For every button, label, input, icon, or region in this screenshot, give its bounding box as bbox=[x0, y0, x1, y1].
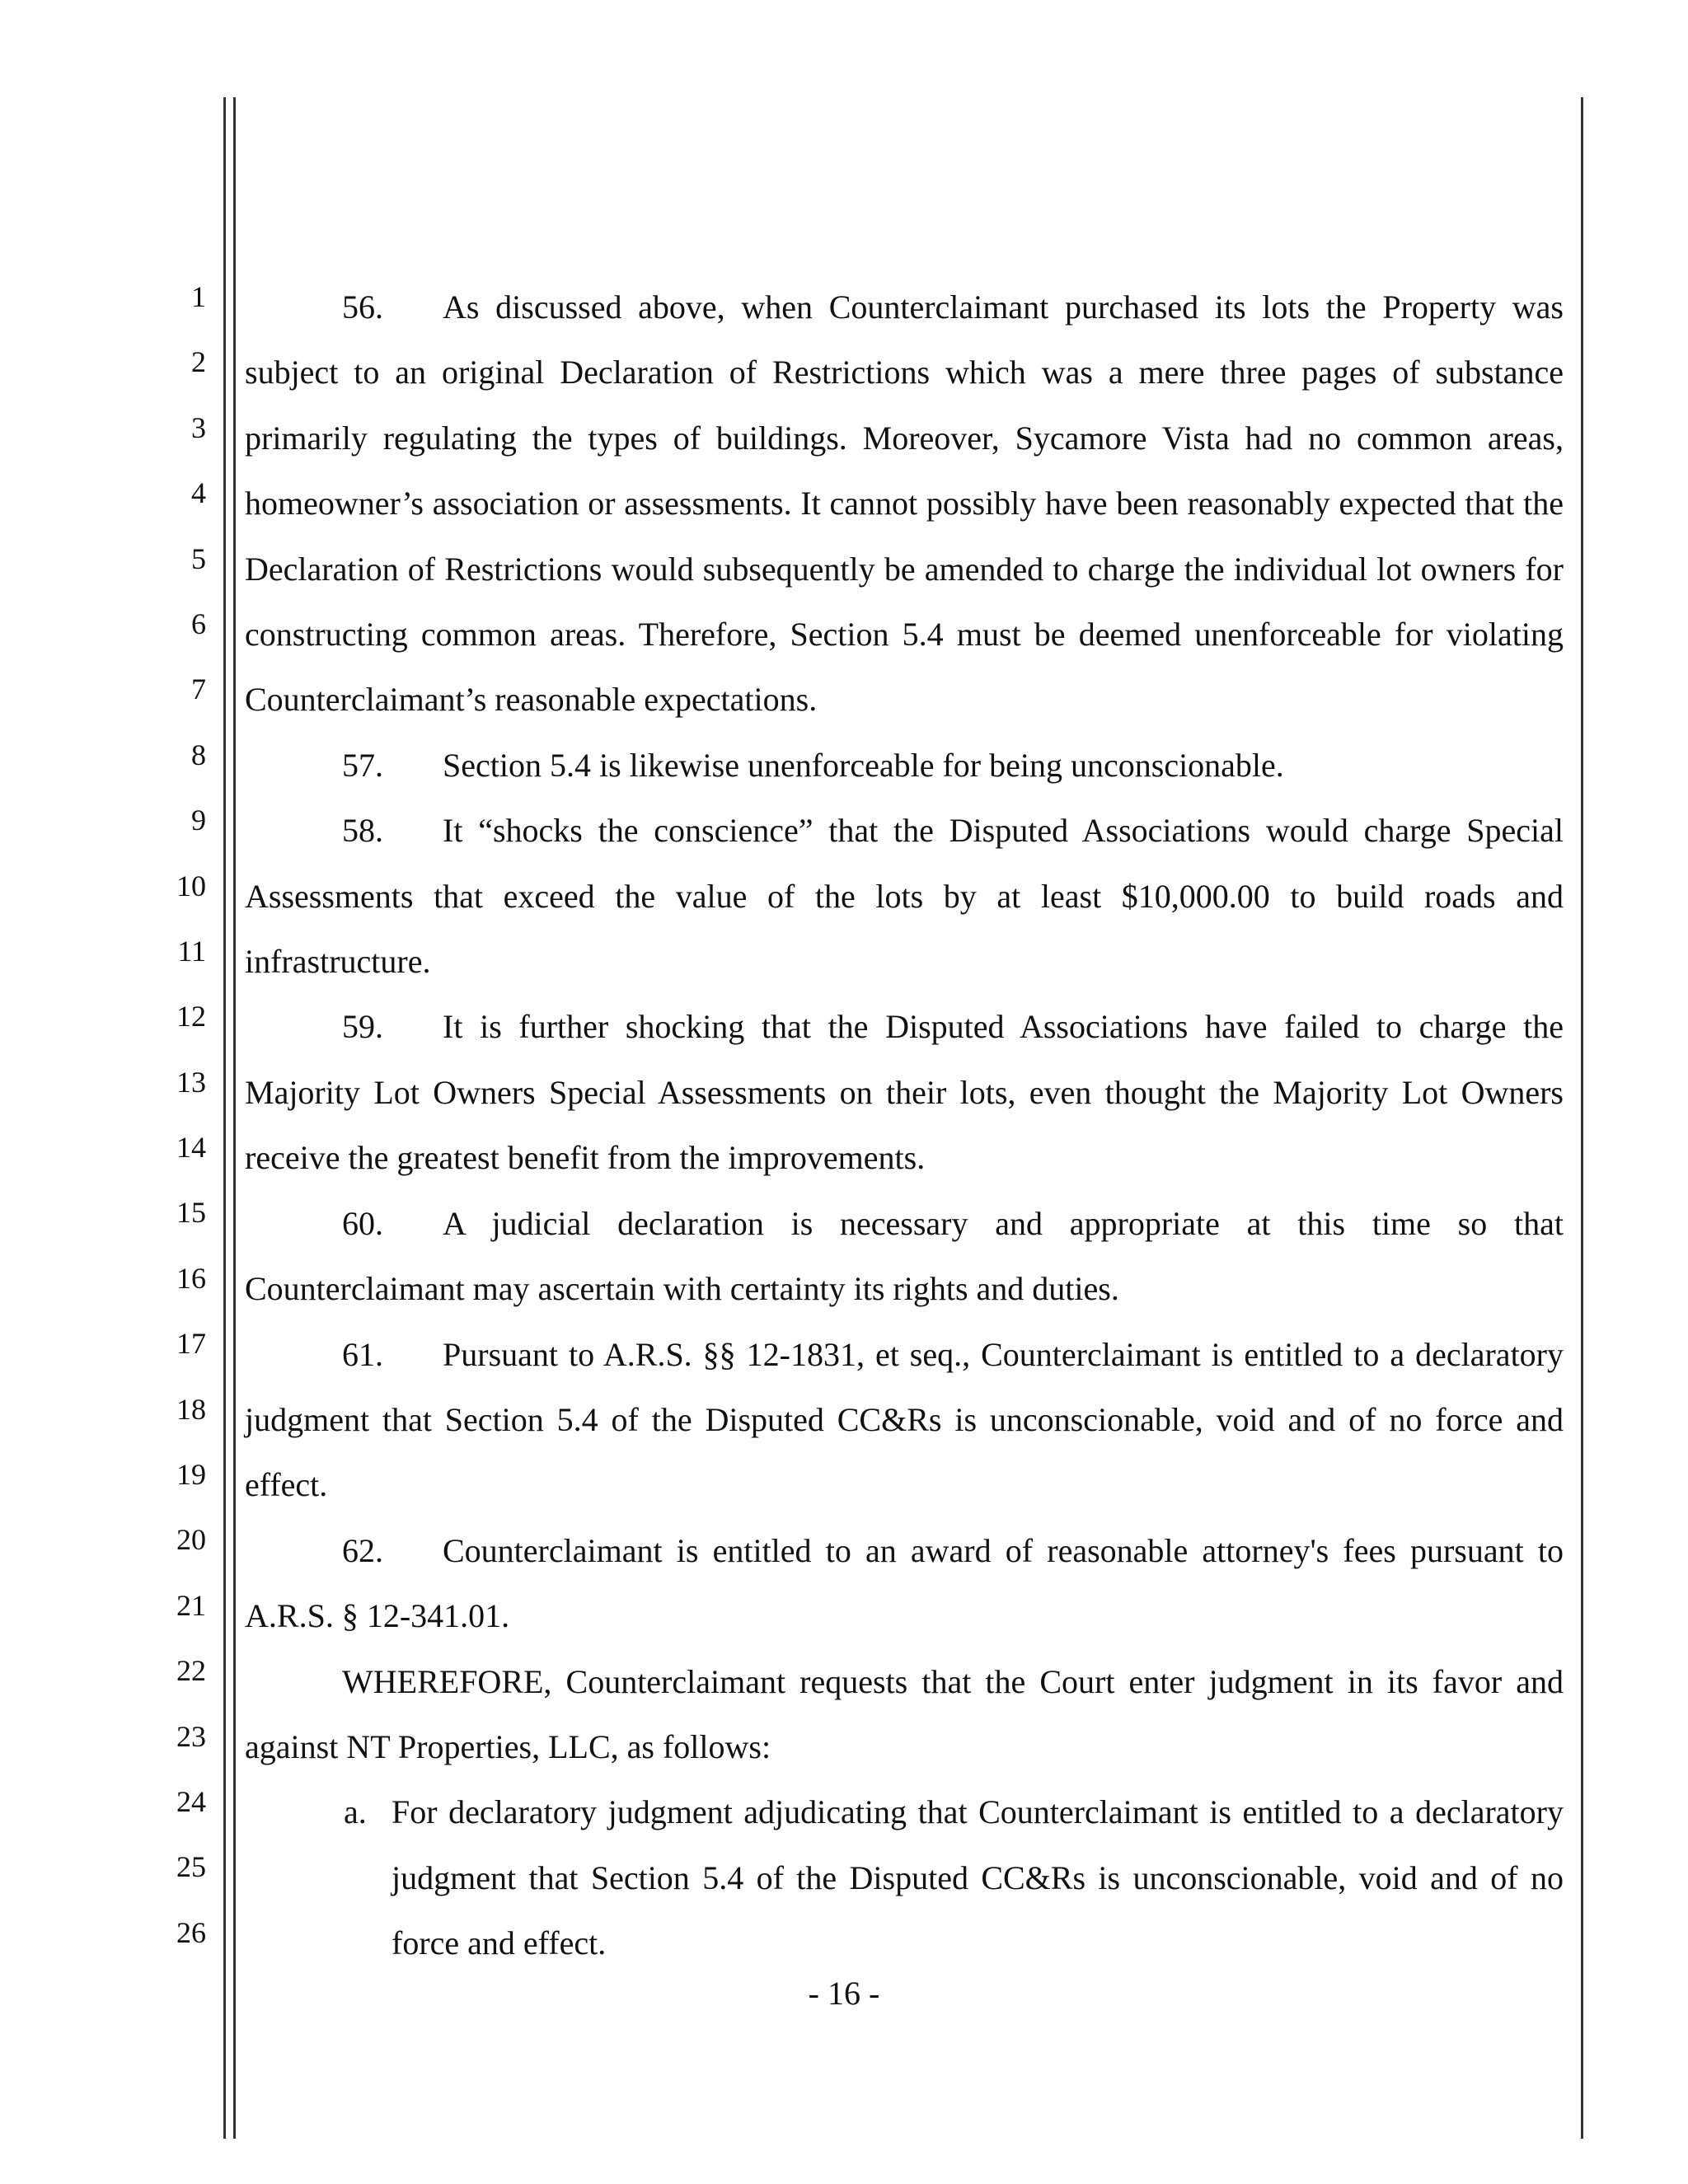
line-number: 25 bbox=[176, 1850, 206, 1884]
line-number: 13 bbox=[176, 1065, 206, 1099]
paragraph-58 bbox=[245, 798, 1564, 994]
paragraph-number: 60. bbox=[342, 1204, 383, 1242]
paragraph-57 bbox=[245, 733, 1564, 798]
relief-item-text: For declaratory judgment adjudicating that Counterclaimant is entitled to a declaratory judgment that Section 5.4 of the Disputed CC&Rs is unconscionable, void and of no force and effect. bbox=[392, 1793, 1564, 1962]
line-number: 24 bbox=[176, 1784, 206, 1818]
paragraph-number: 62. bbox=[342, 1531, 383, 1569]
paragraph-number: 58. bbox=[342, 812, 383, 850]
line-number: 4 bbox=[191, 476, 206, 510]
line-number: 20 bbox=[176, 1523, 206, 1557]
paragraph-59 bbox=[245, 994, 1564, 1190]
line-number: 2 bbox=[191, 345, 206, 379]
line-number: 14 bbox=[176, 1131, 206, 1165]
line-number: 3 bbox=[191, 410, 206, 444]
line-number: 26 bbox=[176, 1915, 206, 1949]
line-number: 12 bbox=[176, 1000, 206, 1033]
wherefore-clause: WHEREFORE, Counterclaimant requests that the Court enter judgment in its favor and against NT Properties, LLC, as follows: bbox=[245, 1662, 1564, 1765]
line-number: 8 bbox=[191, 738, 206, 771]
line-number: 22 bbox=[176, 1654, 206, 1688]
line-number: 7 bbox=[191, 673, 206, 706]
paragraph-text: As discussed above, when Counterclaimant purchased its lots the Property was subject to an original Declaration of Restrictions which was a mere three pages of substance primarily regulating the types of buildings. Moreover, Sycamore Vista had no common areas, homeowner’s association or assessments. It cannot possibly have been reasonably expected that the Declaration of Restrictions would subsequently be amended to charge the individual lot owners for constructing common areas. Therefore, Section 5.4 must be deemed unenforceable for violating Counterclaimant’s reasonable expectations. bbox=[245, 288, 1564, 719]
line-number: 16 bbox=[176, 1261, 206, 1295]
line-number: 9 bbox=[191, 804, 206, 837]
paragraph-text: It “shocks the conscience” that the Disputed Associations would charge Special Assessments that exceed the value of the lots by at least $10,000.00 to build roads and infrastructure. bbox=[245, 812, 1564, 981]
paragraph-number: 61. bbox=[342, 1335, 383, 1373]
left-margin-rule-outer bbox=[223, 97, 226, 2139]
line-number: 6 bbox=[191, 607, 206, 640]
line-number: 10 bbox=[176, 869, 206, 902]
line-number: 11 bbox=[177, 934, 206, 968]
right-margin-rule bbox=[1581, 97, 1583, 2139]
paragraph-text: Pursuant to A.R.S. §§ 12-1831, et seq., Counterclaimant is entitled to a declaratory judgment that Section 5.4 of the Disputed CC&Rs is unconscionable, void and of no force and effect. bbox=[245, 1335, 1564, 1504]
paragraph-60 bbox=[245, 1191, 1564, 1322]
relief-item-marker: a. bbox=[344, 1793, 367, 1831]
paragraph-number: 57. bbox=[342, 746, 383, 784]
line-number: 1 bbox=[191, 280, 206, 313]
pleading-line-numbers bbox=[140, 276, 206, 1977]
paragraph-number: 59. bbox=[342, 1008, 383, 1046]
relief-item bbox=[344, 1779, 1564, 1975]
paragraph-62 bbox=[245, 1518, 1564, 1649]
line-number: 21 bbox=[176, 1588, 206, 1622]
document-body bbox=[245, 274, 1564, 1976]
line-number: 19 bbox=[176, 1458, 206, 1492]
paragraph-number: 56. bbox=[342, 288, 383, 326]
page-number: - 16 - bbox=[808, 1975, 880, 2012]
line-number: 15 bbox=[176, 1196, 206, 1230]
paragraph-text: Section 5.4 is likewise unenforceable for being unconscionable. bbox=[443, 746, 1284, 784]
paragraph-text: Counterclaimant is entitled to an award of reasonable attorney's fees pursuant to A.R.S. § 12-341.01. bbox=[245, 1531, 1564, 1635]
paragraph-text: A judicial declaration is necessary and appropriate at this time so that Counterclaimant may ascertain with certainty its rights and duties. bbox=[245, 1204, 1564, 1308]
line-number: 5 bbox=[191, 541, 206, 575]
paragraph-61 bbox=[245, 1322, 1564, 1518]
line-number: 17 bbox=[176, 1327, 206, 1361]
left-margin-rule-inner bbox=[233, 97, 236, 2139]
line-number: 23 bbox=[176, 1719, 206, 1753]
relief-list bbox=[245, 1779, 1564, 1975]
paragraph-56 bbox=[245, 274, 1564, 733]
paragraph-text: It is further shocking that the Disputed Associations have failed to charge the Majority Lot Owners Special Assessments on their lots, even thought the Majority Lot Owners receive the greatest benefit from the improvements. bbox=[245, 1008, 1564, 1177]
line-number: 18 bbox=[176, 1392, 206, 1426]
